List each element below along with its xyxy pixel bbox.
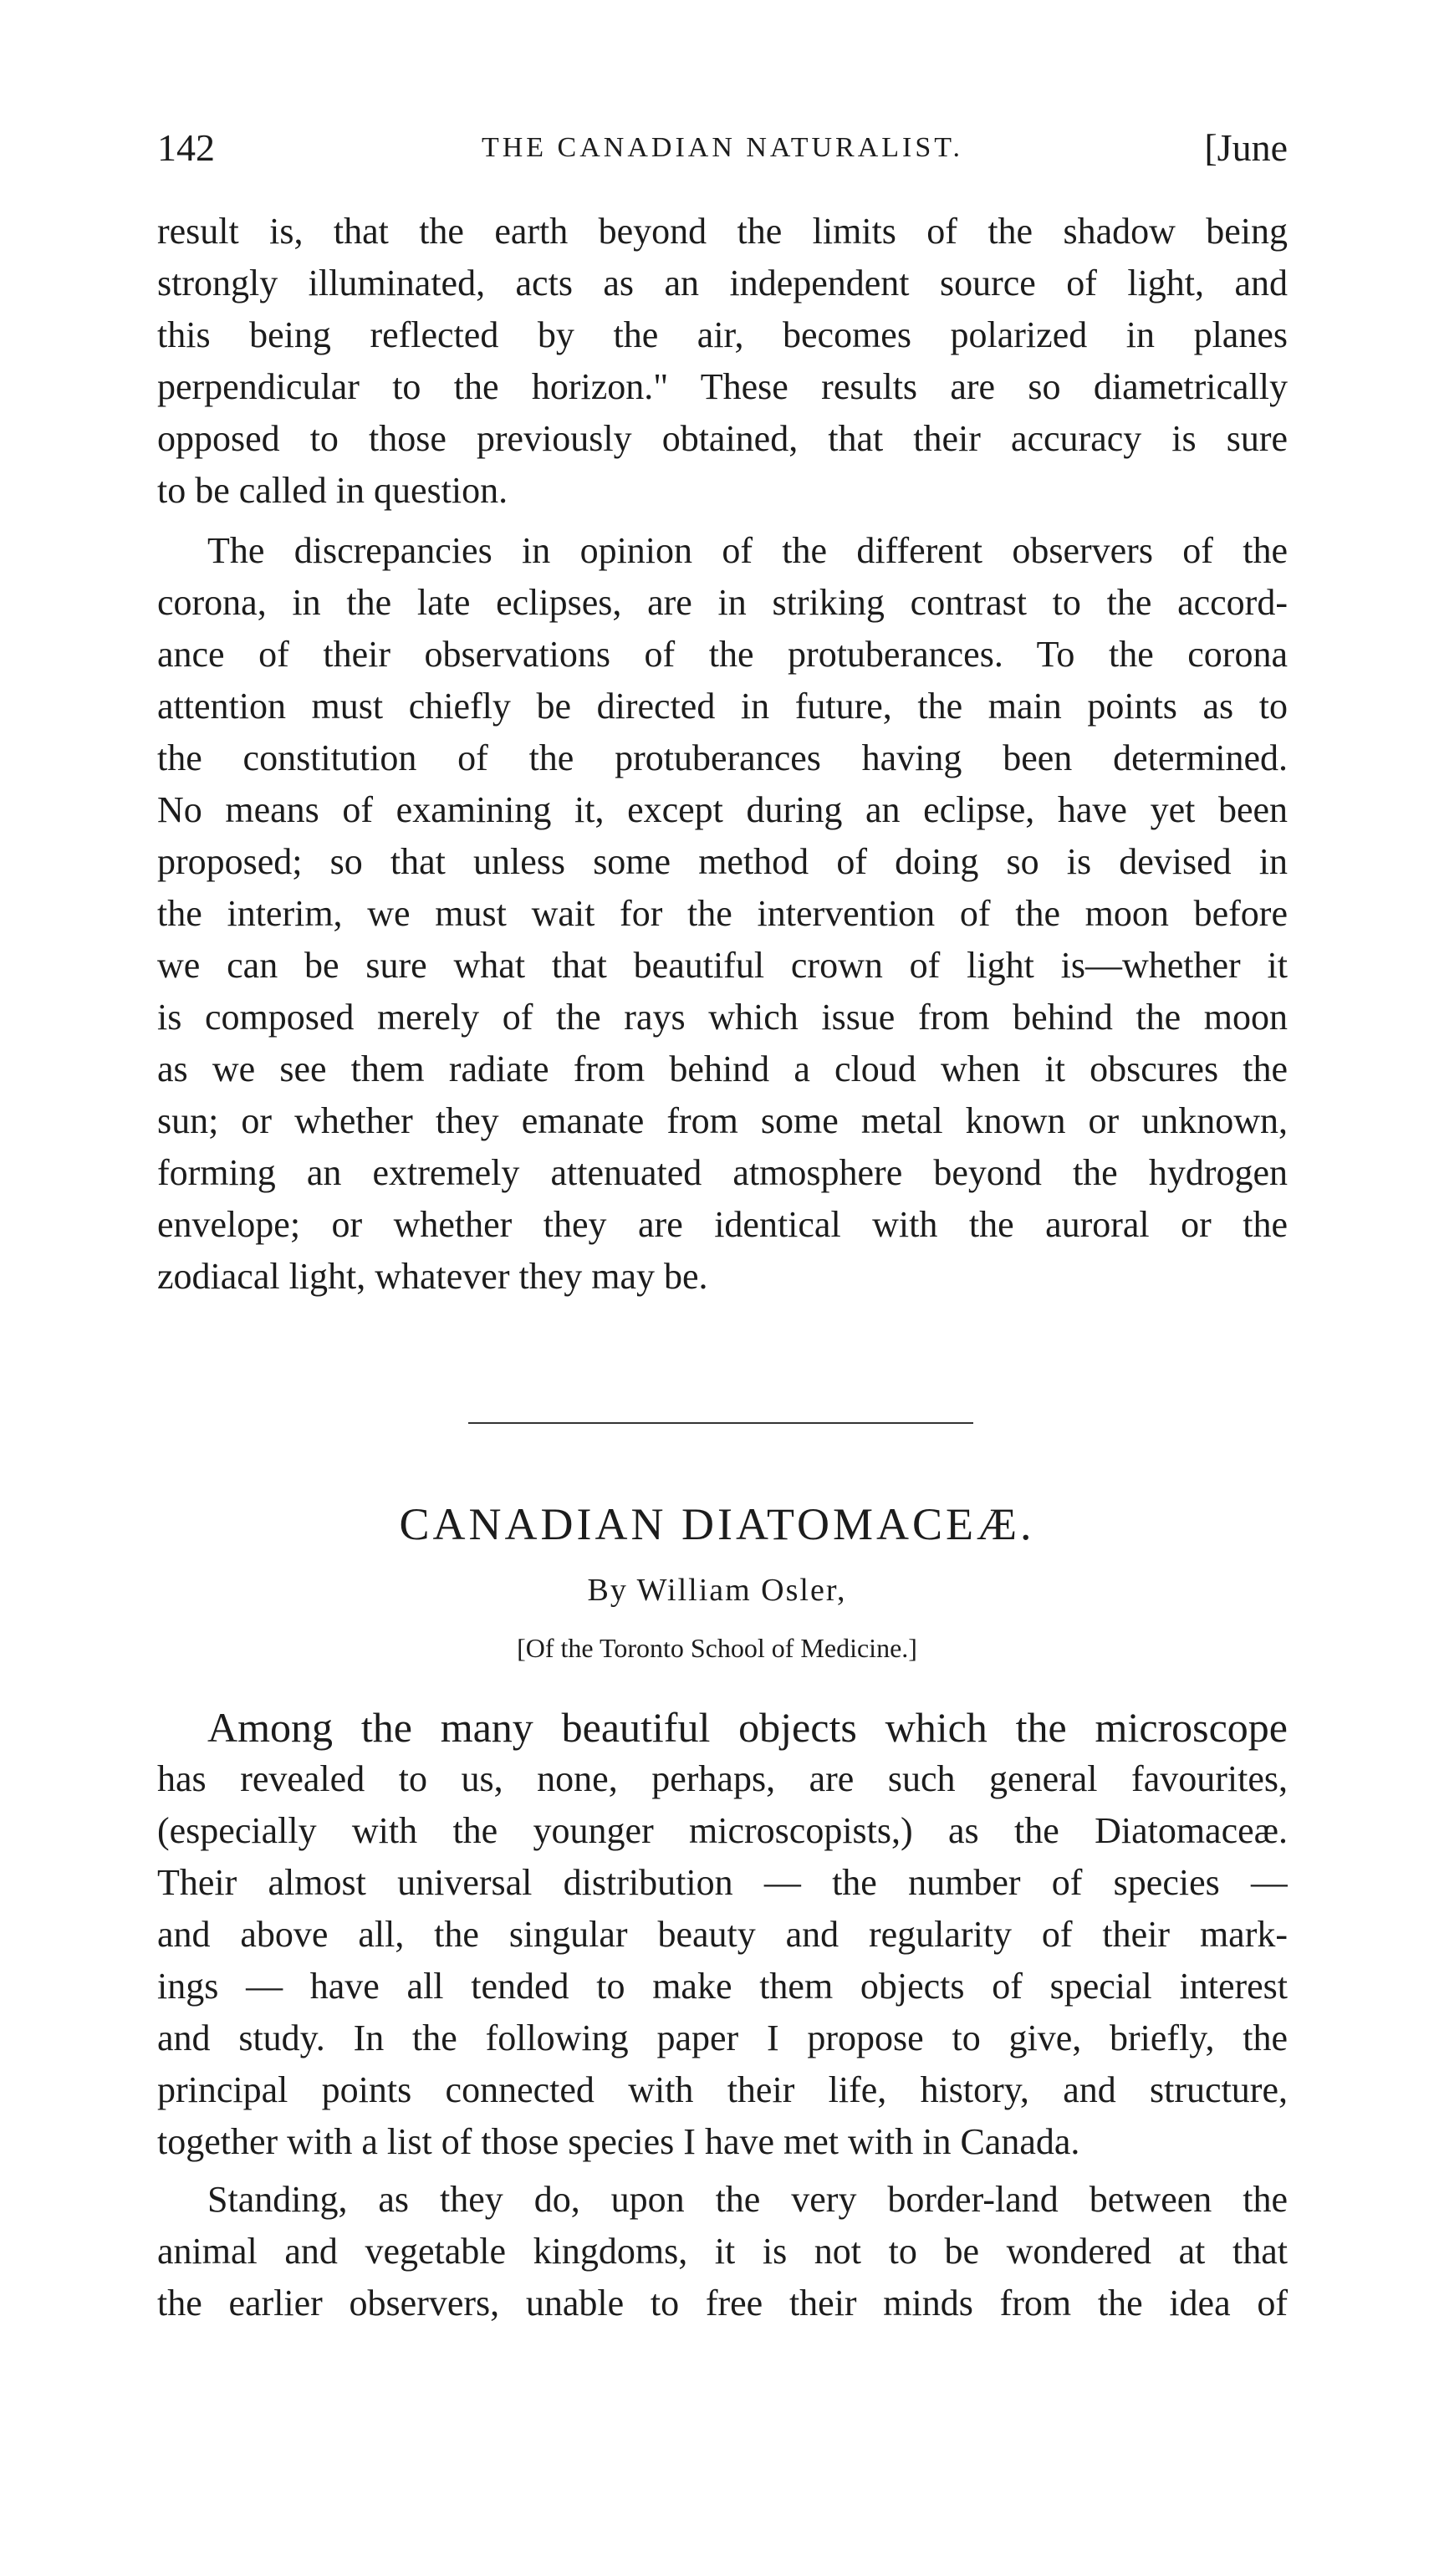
article-byline: By William Osler, xyxy=(587,1573,847,1608)
text-line: Their almost universal distribution — the number of species — xyxy=(157,1862,1288,1903)
paragraph-corona xyxy=(157,525,1288,1303)
article-title: CANADIAN DIATOMACEÆ. xyxy=(399,1499,1035,1549)
issue-date: [June xyxy=(1204,126,1288,169)
text-line: The discrepancies in opinion of the different observers of the xyxy=(207,530,1288,571)
text-line: forming an extremely attenuated atmosphere beyond the hydrogen xyxy=(157,1152,1288,1193)
text-line: attention must chiefly be directed in future, the main points as to xyxy=(157,686,1288,727)
text-line: ance of their observations of the protuberances. To the corona xyxy=(157,634,1288,675)
text-line: principal points connected with their life, history, and structure, xyxy=(157,2069,1288,2110)
section-divider xyxy=(468,1422,973,1424)
page-number: 142 xyxy=(157,126,215,169)
text-line: Standing, as they do, upon the very border-land between the xyxy=(207,2179,1288,2220)
text-line: sun; or whether they emanate from some metal known or unknown, xyxy=(157,1100,1288,1141)
running-header xyxy=(157,125,1288,176)
text-line: we can be sure what that beautiful crown of light is—whether it xyxy=(157,945,1288,986)
author-affiliation: [Of the Toronto School of Medicine.] xyxy=(517,1633,917,1663)
text-line: together with a list of those species I have met with in Canada. xyxy=(157,2121,1080,2162)
text-line: as we see them radiate from behind a cloud when it obscures the xyxy=(157,1048,1288,1089)
article-paragraph-borderland xyxy=(157,2174,1288,2329)
text-line: to be called in question. xyxy=(157,470,508,511)
text-line: has revealed to us, none, perhaps, are such general favourites, xyxy=(157,1758,1288,1799)
text-line: is composed merely of the rays which issue from behind the moon xyxy=(157,997,1288,1038)
text-line: (especially with the younger microscopists,) as the Diatomaceæ. xyxy=(157,1810,1288,1851)
text-line: the interim, we must wait for the intervention of the moon before xyxy=(157,893,1288,934)
text-line: envelope; or whether they are identical with the auroral or the xyxy=(157,1204,1288,1245)
text-line: corona, in the late eclipses, are in striking contrast to the accord- xyxy=(157,582,1288,623)
text-line: and study. In the following paper I propose to give, briefly, the xyxy=(157,2017,1288,2058)
text-line: zodiacal light, whatever they may be. xyxy=(157,1256,708,1297)
text-line: Among the many beautiful objects which the microscope xyxy=(207,1704,1288,1751)
text-line: No means of examining it, except during an eclipse, have yet been xyxy=(157,789,1288,830)
text-line: this being reflected by the air, becomes polarized in planes xyxy=(157,314,1288,355)
text-line: proposed; so that unless some method of doing so is devised in xyxy=(157,841,1288,882)
text-line: and above all, the singular beauty and regularity of their mark- xyxy=(157,1914,1288,1955)
text-line: animal and vegetable kingdoms, it is not to be wondered at that xyxy=(157,2231,1288,2272)
text-line: ings — have all tended to make them objects of special interest xyxy=(157,1966,1288,2007)
text-line: perpendicular to the horizon." These results are so diametrically xyxy=(157,366,1288,407)
article-paragraph-intro xyxy=(157,1701,1288,2168)
text-line: result is, that the earth beyond the limits of the shadow being xyxy=(157,211,1288,252)
running-title: THE CANADIAN NATURALIST. xyxy=(481,132,964,163)
text-line: opposed to those previously obtained, that their accuracy is sure xyxy=(157,418,1288,459)
text-line: the earlier observers, unable to free their minds from the idea of xyxy=(157,2283,1288,2324)
paragraph-continuation xyxy=(157,206,1288,517)
text-line: strongly illuminated, acts as an independent source of light, and xyxy=(157,263,1288,304)
text-line: the constitution of the protuberances having been determined. xyxy=(157,737,1288,778)
